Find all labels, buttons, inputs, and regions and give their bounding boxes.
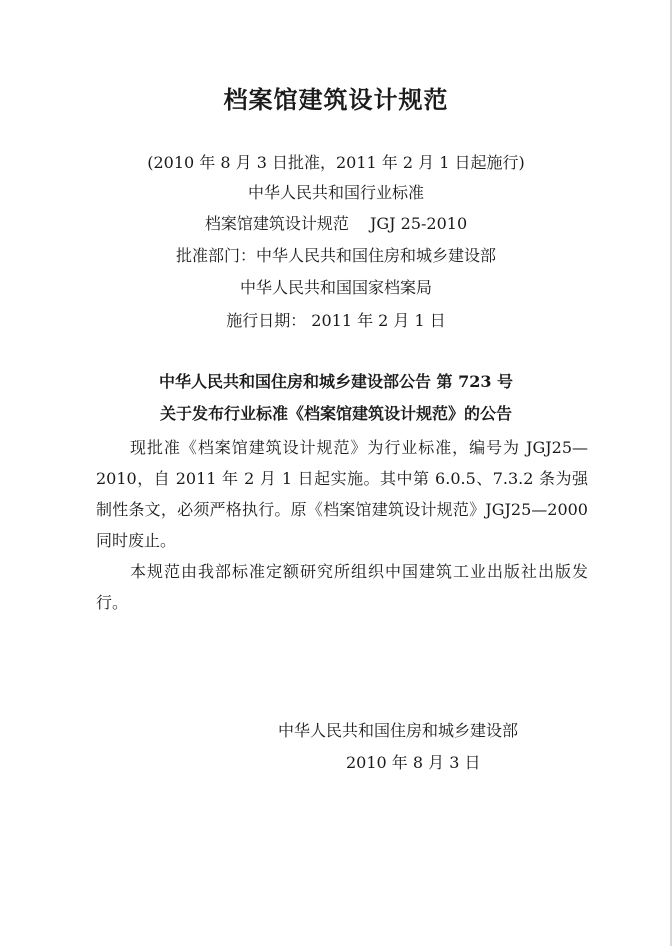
notice-paragraph-publication: 本规范由我部标准定额研究所组织中国建筑工业出版社出版发行。 [96, 562, 588, 612]
approving-department: 批准部门：中华人民共和国住房和城乡建设部 [175, 246, 496, 265]
signature-date: 2010 年 8 月 3 日 [346, 753, 481, 772]
co-approving-agency: 中华人民共和国国家档案局 [239, 278, 432, 297]
notice-subject-heading: 关于发布行业标准《档案馆建筑设计规范》的公告 [159, 404, 512, 423]
effective-date: 施行日期： 2011 年 2 月 1 日 [226, 311, 446, 330]
signature-issuer: 中华人民共和国住房和城乡建设部 [278, 721, 519, 740]
notice-paragraph-approval: 现批准《档案馆建筑设计规范》为行业标准，编号为 JGJ25—2010，自 2011 年 2 月 1 日起实施。其中第 6.0.5、7.3.2 条为强制性条文，必须严格执行。原《档案馆建筑设计规范》JGJ25—2000 同时废止。 [96, 438, 588, 550]
approval-dates: (2010 年 8 月 3 日批准，2011 年 2 月 1 日起施行) [147, 153, 525, 172]
standard-name-code: 档案馆建筑设计规范 JGJ 25-2010 [204, 214, 468, 233]
document-title: 档案馆建筑设计规范 [223, 85, 449, 114]
notice-number-heading: 中华人民共和国住房和城乡建设部公告 第 723 号 [158, 372, 514, 391]
standard-category: 中华人民共和国行业标准 [247, 183, 424, 202]
